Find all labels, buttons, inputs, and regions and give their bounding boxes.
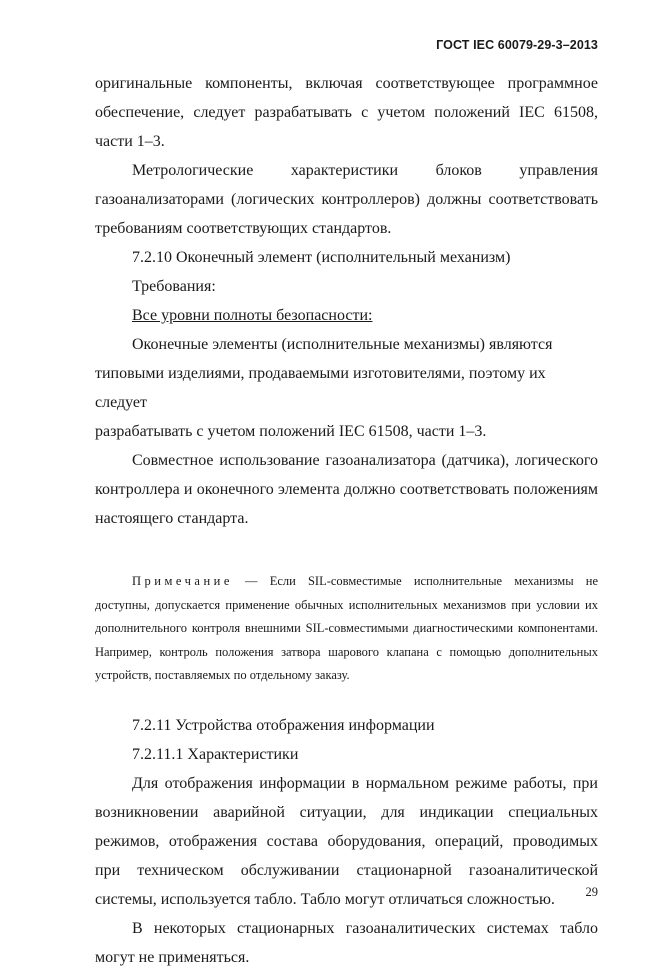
- paragraph-display-usage: Для отображения информации в нормальном режиме работы, при возникновении аварийной ситуации, для индикации специальных режимов, отображения состава оборудования, операций, проводимых при техническом обслуживании стационарной газоаналитической системы, используется табло. Табло могут отличаться сложностью.: [95, 774, 598, 908]
- note: [95, 570, 598, 688]
- paragraph-software: оригинальные компоненты, включая соответствующее программное обеспечение, следует разрабатывать с учетом положений IEC 61508, части 1–3.: [95, 75, 598, 150]
- requirements-label: Требования:: [132, 278, 216, 295]
- paragraph-final-elements: [95, 330, 598, 446]
- document-header: ГОСТ IEC 60079-29-3–2013: [436, 38, 598, 52]
- paragraph-line: разрабатывать с учетом положений IEC 61508, части 1–3.: [95, 423, 487, 440]
- paragraph-line: типовыми изделиями, продаваемыми изготовителями, поэтому их следует: [95, 365, 546, 411]
- section-heading-display-devices: 7.2.11 Устройства отображения информации: [132, 716, 435, 734]
- page-content: [95, 69, 598, 972]
- paragraph-metrology: Метрологические характеристики блоков управления газоанализаторами (логических контроллеров) должны соответствовать требованиям соответствующих стандартов.: [95, 162, 598, 237]
- paragraph-line: Оконечные элементы (исполнительные механизмы) являются: [132, 336, 553, 353]
- paragraph-joint-use: Совместное использование газоанализатора (датчика), логического контроллера и оконечного элемента должно соответствовать положениям настоящего стандарта.: [95, 452, 598, 527]
- safety-levels-label: [95, 301, 598, 330]
- note-dash: —: [232, 574, 270, 588]
- safety-levels-text: Все уровни полноты безопасности:: [132, 307, 373, 324]
- paragraph-display-optional: В некоторых стационарных газоаналитических системах табло могут не применяться.: [95, 919, 598, 966]
- note-label: Примечание: [132, 574, 233, 588]
- note-text: Если SIL-совместимые исполнительные механизмы не доступны, допускается применение обычных исполнительных механизмов при условии их дополнительного контроля внешними SIL-совместимыми диагностическими компонентами. Например, контроль положения затвора шарового клапана с помощью дополнительных устройств, поставляемых по отдельному заказу.: [95, 574, 598, 682]
- page-number: 29: [585, 885, 598, 899]
- subsection-heading-characteristics: 7.2.11.1 Характеристики: [132, 745, 299, 763]
- section-heading-final-element: 7.2.10 Оконечный элемент (исполнительный механизм): [132, 249, 511, 266]
